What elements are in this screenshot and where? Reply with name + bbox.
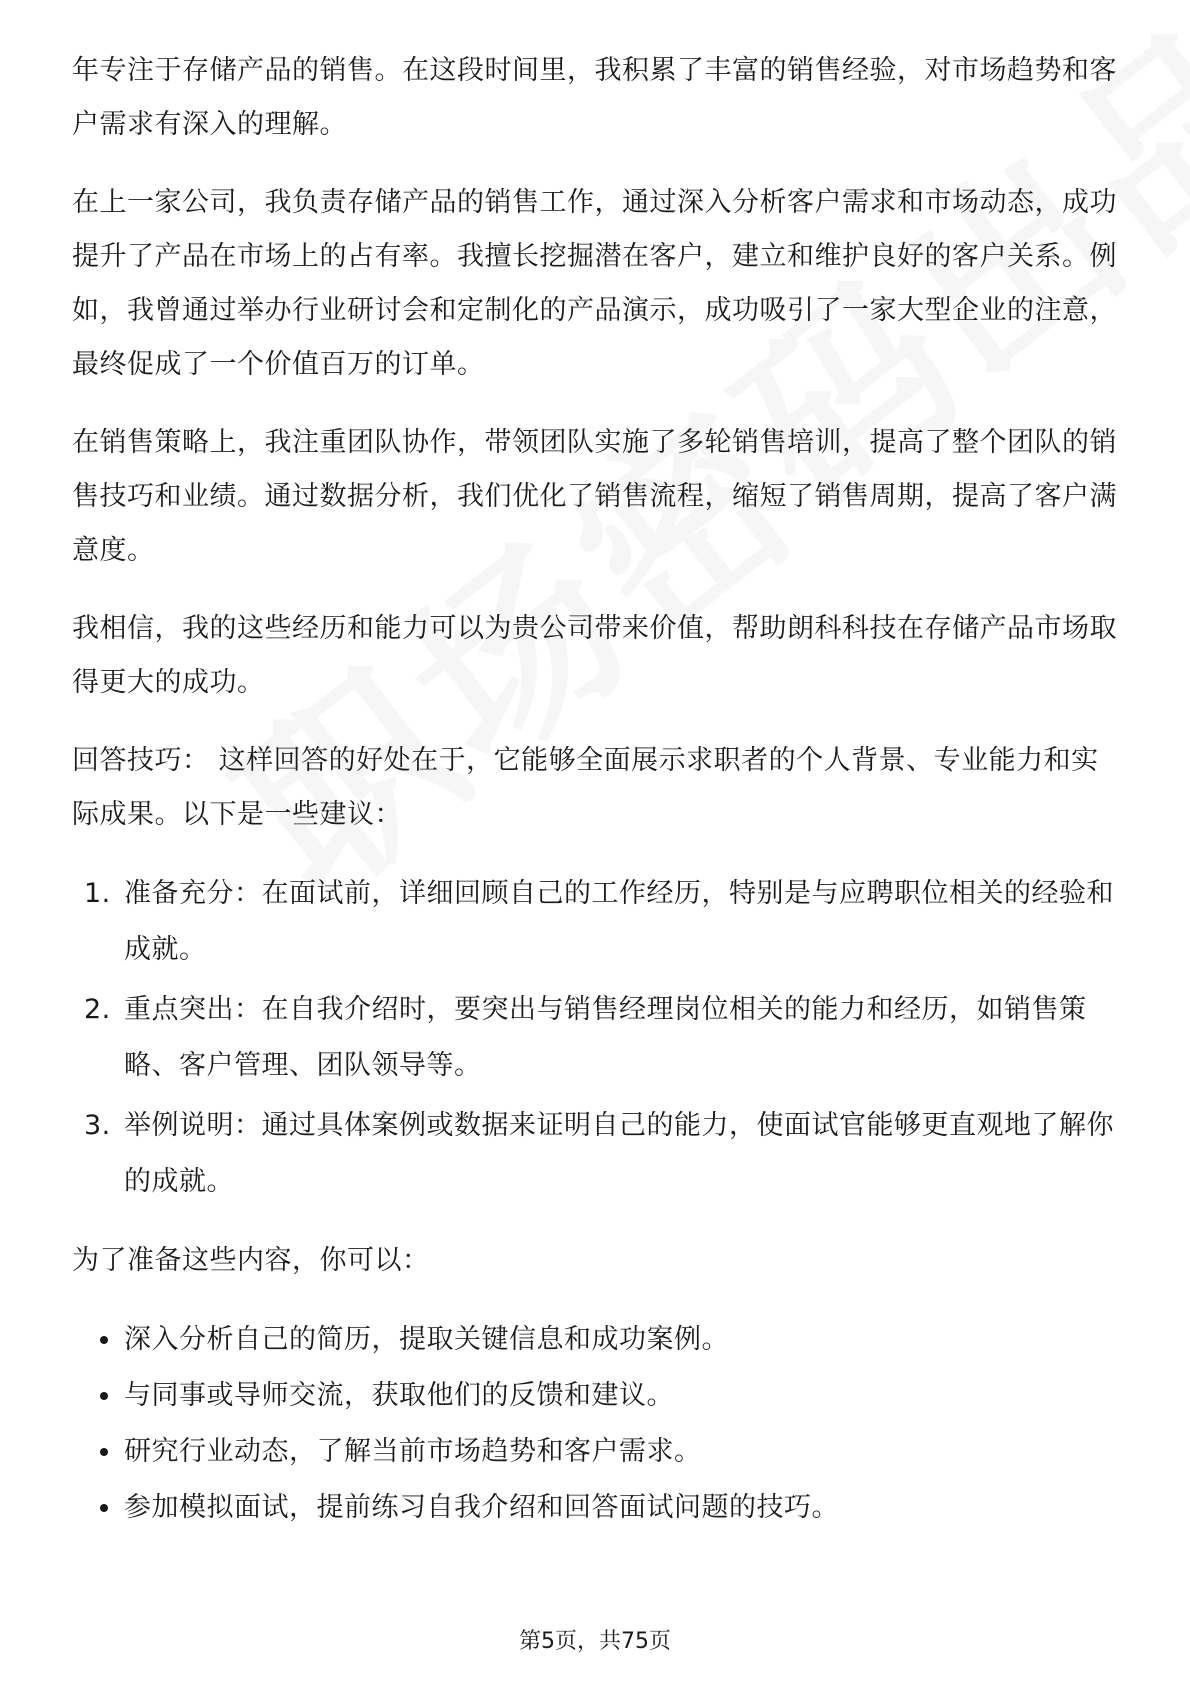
paragraph-experience-intro: 年专注于存储产品的销售。在这段时间里，我积累了丰富的销售经验，对市场趋势和客户需求有深入的理解。	[72, 55, 1117, 140]
tips-list	[72, 866, 1122, 1210]
paragraph-preparation: 为了准备这些内容，你可以：	[72, 1245, 430, 1276]
list-item-text: 准备充分：在面试前，详细回顾自己的工作经历，特别是与应聘职位相关的经验和成就。	[124, 878, 1114, 965]
page-number-footer: 第5页，共75页	[519, 1629, 671, 1654]
paragraph-answer-tips: 回答技巧： 这样回答的好处在于，它能够全面展示求职者的个人背景、专业能力和实际成果。以下是一些建议：	[72, 745, 1099, 830]
bullet-icon	[100, 1392, 108, 1400]
bullet-icon	[100, 1504, 108, 1512]
paragraph-sales-strategy: 在销售策略上，我注重团队协作，带领团队实施了多轮销售培训，提高了整个团队的销售技巧和业绩。通过数据分析，我们优化了销售流程，缩短了销售周期，提高了客户满意度。	[72, 427, 1117, 566]
tips-list-item	[84, 1098, 1122, 1210]
bullet-icon	[100, 1336, 108, 1344]
list-item-text: 与同事或导师交流，获取他们的反馈和建议。	[124, 1380, 674, 1411]
tips-list-item	[84, 982, 1122, 1094]
list-item-text: 重点突出：在自我介绍时，要突出与销售经理岗位相关的能力和经历，如销售策略、客户管理、团队领导等。	[124, 994, 1087, 1081]
preparation-list-item	[124, 1368, 1122, 1424]
paragraph-previous-company: 在上一家公司，我负责存储产品的销售工作，通过深入分析客户需求和市场动态，成功提升了产品在市场上的占有率。我擅长挖掘潜在客户，建立和维护良好的客户关系。例如，我曾通过举办行业研讨会和定制化的产品演示，成功吸引了一家大型企业的注意，最终促成了一个价值百万的订单。	[72, 187, 1117, 380]
paragraph-closing-statement: 我相信，我的这些经历和能力可以为贵公司带来价值，帮助朗科科技在存储产品市场取得更大的成功。	[72, 613, 1117, 698]
list-item-text: 研究行业动态，了解当前市场趋势和客户需求。	[124, 1436, 702, 1467]
bullet-icon	[100, 1448, 108, 1456]
list-item-text: 参加模拟面试，提前练习自我介绍和回答面试问题的技巧。	[124, 1492, 839, 1523]
preparation-list-item	[124, 1480, 1122, 1536]
preparation-list-item	[124, 1312, 1122, 1368]
list-item-text: 深入分析自己的简历，提取关键信息和成功案例。	[124, 1324, 729, 1355]
preparation-list	[72, 1312, 1122, 1536]
list-item-text: 举例说明：通过具体案例或数据来证明自己的能力，使面试官能够更直观地了解你的成就。	[124, 1110, 1114, 1197]
list-number: 2.	[84, 994, 111, 1025]
list-number: 3.	[84, 1110, 111, 1141]
document-page	[72, 44, 1122, 1536]
list-number: 1.	[84, 878, 111, 909]
tips-list-item	[84, 866, 1122, 978]
preparation-list-item	[124, 1424, 1122, 1480]
